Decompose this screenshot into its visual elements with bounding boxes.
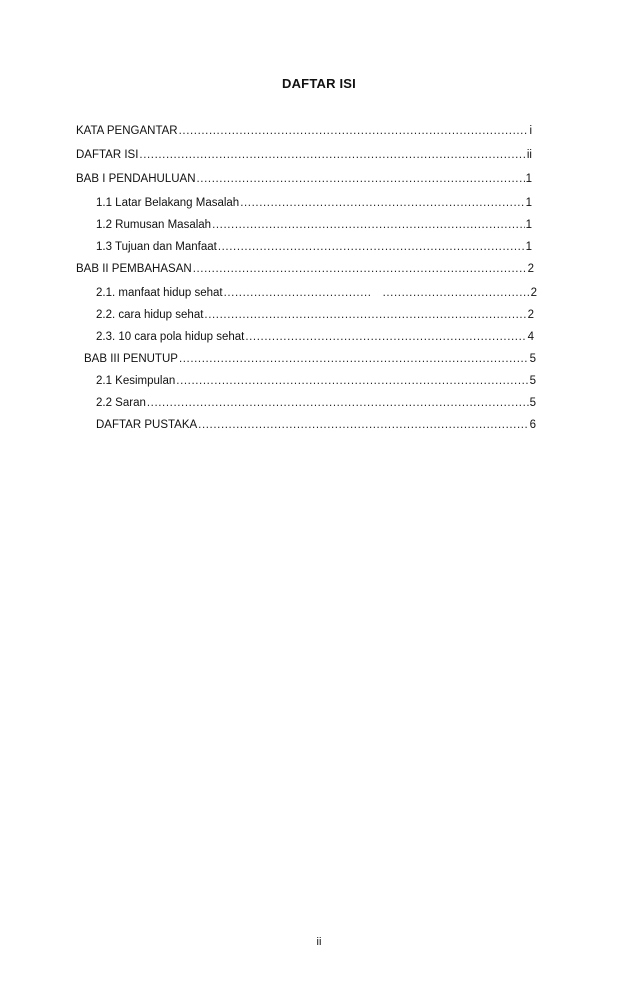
toc-entry-1-2[interactable] (96, 218, 532, 232)
dot-leader (198, 418, 528, 432)
toc-entry-bab-2[interactable] (76, 262, 534, 276)
toc-entry-bab-3[interactable] (84, 352, 536, 366)
toc-entry-page: i (529, 125, 532, 137)
toc-entry-label: 2.2 Saran (96, 397, 146, 409)
toc-entry-daftar-isi[interactable] (76, 148, 532, 162)
toc-entry-page: 5 (529, 353, 536, 365)
dot-leader (176, 374, 528, 388)
toc-entry-2-2[interactable] (96, 308, 534, 322)
toc-entry-daftar-pustaka[interactable] (96, 418, 536, 432)
toc-entry-page: 2 (530, 287, 537, 299)
dot-leader (197, 172, 525, 186)
dot-leader (179, 124, 529, 138)
toc-entry-2-1[interactable] (96, 286, 537, 300)
toc-entry-page: 5 (529, 397, 536, 409)
toc-entry-page: 6 (529, 419, 536, 431)
dot-leader (245, 330, 526, 344)
dot-leader (218, 240, 525, 254)
dot-leader (383, 286, 530, 300)
toc-entry-page: 1 (525, 241, 532, 253)
toc-entry-label: 1.1 Latar Belakang Masalah (96, 197, 240, 209)
toc-entry-page: 1 (525, 173, 532, 185)
toc-entry-2-3[interactable] (96, 330, 534, 344)
toc-entry-page: 1 (525, 197, 532, 209)
dot-leader (224, 286, 371, 300)
page-title: DAFTAR ISI (282, 76, 356, 91)
toc-entry-page: 2 (527, 263, 534, 275)
toc-entry-1-1[interactable] (96, 196, 532, 210)
toc-entry-label: 2.1 Kesimpulan (96, 375, 176, 387)
dot-leader (179, 352, 529, 366)
toc-entry-label: BAB I PENDAHULUAN (76, 173, 196, 185)
page-number: ii (316, 936, 322, 948)
toc-entry-page: 4 (527, 331, 534, 343)
dot-leader (193, 262, 527, 276)
toc-entry-page: ii (526, 149, 532, 161)
dot-leader (147, 396, 529, 410)
toc-entry-label: 2.1. manfaat hidup sehat (96, 287, 223, 299)
toc-entry-page: 5 (529, 375, 536, 387)
toc-entry-bab-1[interactable] (76, 172, 532, 186)
toc-entry-kata-pengantar[interactable] (76, 124, 532, 138)
dot-leader (204, 308, 526, 322)
toc-entry-page: 2 (527, 309, 534, 321)
dot-leader (212, 218, 525, 232)
toc-entry-label: DAFTAR ISI (76, 149, 139, 161)
toc-entry-label: 1.2 Rumusan Masalah (96, 219, 212, 231)
toc-entry-kesimpulan[interactable] (96, 374, 536, 388)
toc-entry-label: KATA PENGANTAR (76, 125, 178, 137)
dot-leader (240, 196, 524, 210)
toc-entry-page: 1 (525, 219, 532, 231)
toc-entry-label: BAB III PENUTUP (84, 353, 178, 365)
toc-entry-saran[interactable] (96, 396, 536, 410)
dot-leader (139, 148, 525, 162)
toc-entry-label: DAFTAR PUSTAKA (96, 419, 198, 431)
toc-entry-label: 1.3 Tujuan dan Manfaat (96, 241, 217, 253)
toc-entry-label: 2.3. 10 cara pola hidup sehat (96, 331, 245, 343)
toc-entry-1-3[interactable] (96, 240, 532, 254)
toc-entry-label: BAB II PEMBAHASAN (76, 263, 192, 275)
toc-entry-label: 2.2. cara hidup sehat (96, 309, 204, 321)
